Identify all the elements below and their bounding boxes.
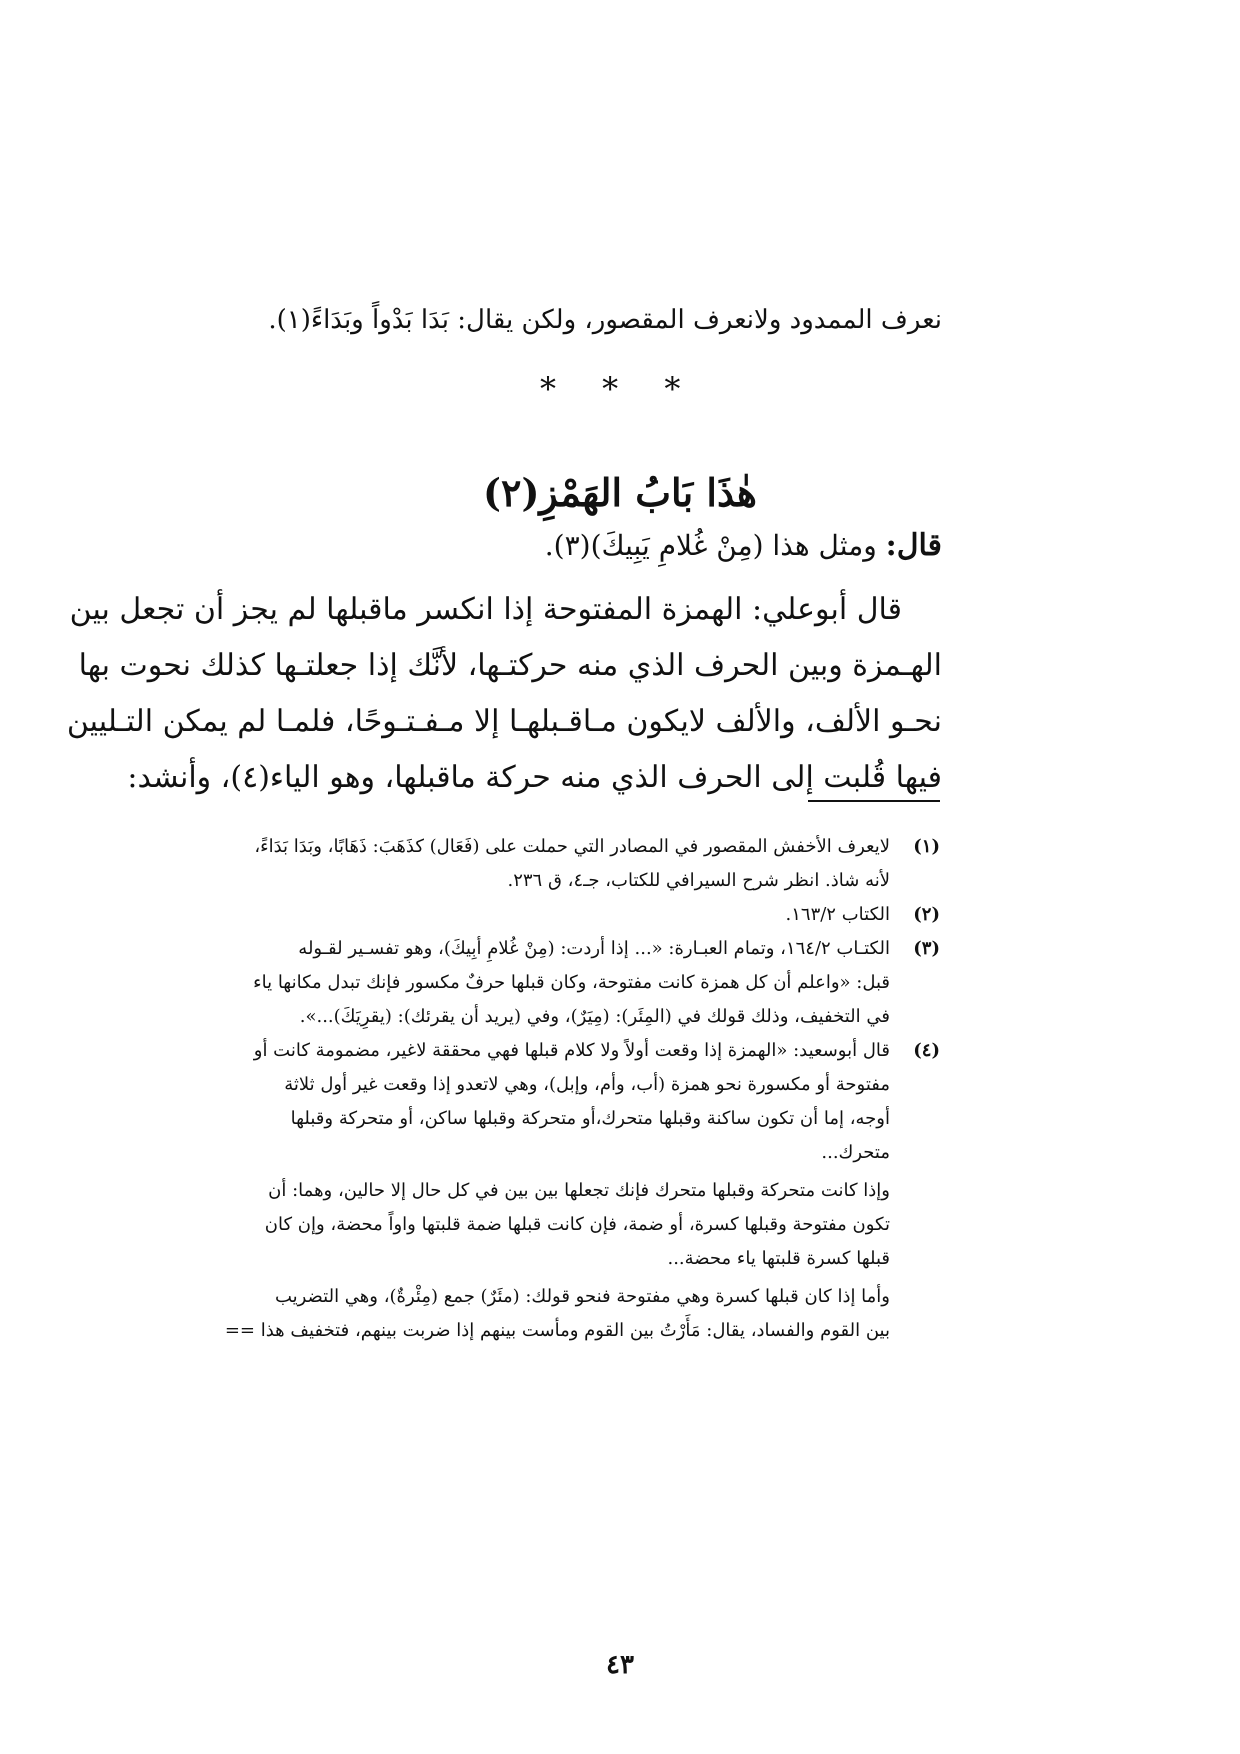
footnote-line: لايعرف الأخفش المقصور في المصادر التي حملت على (فَعَال) كذَهَبَ: ذَهَابًا، وبَدَا بَدَاءً،	[254, 836, 890, 857]
footnote-line: الكتاب ١٦٣/٢.	[785, 904, 890, 925]
footnote-line: تكون مفتوحة وقبلها كسرة، أو ضمة، فإن كانت قبلها ضمة قلبتها واواً محضة، وإن كان	[264, 1214, 890, 1235]
footnote-line: مفتوحة أو مكسورة نحو همزة (أب، وأم، وإبل)، وهي لاتعدو إذا وقعت غير أول ثلاثة	[284, 1074, 890, 1095]
qala-text: ومثل هذا (مِنْ غُلامِ يَبِيكَ)(٣).	[544, 529, 877, 562]
footnote-continuation	[224, 1280, 940, 1348]
footnote-number: (١)	[913, 836, 940, 857]
footnote-line: وأما إذا كان قبلها كسرة وهي مفتوحة فنحو قولك: (مئَرٌ) جمع (مِئْرةٌ)، وهي التضريب	[274, 1286, 890, 1307]
main-line: نحـو الألف، والألف لايكون مـاقـبلهـا إلا مـفـتـوحًا، فلمـا لم يمكن التـليين	[66, 704, 942, 739]
footnote-line: الكتـاب ١٦٤/٢، وتمام العبـارة: «... إذا أردت: (مِنْ غُلامِ أبِيكَ)، وهو تفسـير لقـوله	[298, 938, 890, 959]
footnote-number: (٣)	[913, 938, 940, 959]
footnote-3	[253, 932, 940, 1034]
qala-line	[302, 524, 942, 568]
chapter-title: هٰذَا بَابُ الهَمْزِ(٢)	[483, 470, 757, 515]
footnote-body	[253, 932, 890, 1034]
footnote-2	[280, 898, 940, 932]
footnote-separator	[808, 800, 940, 802]
main-line: الهـمزة وبين الحرف الذي منه حركتـها، لأنَّك إذا جعلتـها كذلك نحوت بها	[78, 648, 942, 683]
qala-lead: قال:	[885, 528, 942, 563]
footnote-body	[254, 1034, 890, 1170]
footnote-number: (٤)	[913, 1040, 940, 1061]
footnote-line: متحرك...	[821, 1142, 890, 1163]
footnote-line: قال أبوسعيد: «الهمزة إذا وقعت أولاً ولا كلام قبلها فهي محققة لاغير، مضمومة كانت أو	[253, 1040, 890, 1061]
footnote-4	[253, 1034, 940, 1170]
footnote-line: لأنه شاذ. انظر شرح السيرافي للكتاب، جـ٤، ق ٢٣٦.	[507, 870, 890, 891]
footnote-1	[254, 830, 940, 898]
footnote-line: وإذا كانت متحركة وقبلها متحرك فإنك تجعلها بين بين في كل حال إلا حالين، وهما: أن	[268, 1180, 890, 1201]
footnote-line: أوجه، إما أن تكون ساكنة وقبلها متحرك،أو متحركة وقبلها ساكن، أو متحركة وقبلها	[290, 1108, 890, 1129]
footnote-line: قبلها كسرة قلبتها ياء محضة...	[667, 1248, 890, 1269]
page-number: ٤٣	[606, 1650, 634, 1680]
main-line: فيها قُلبت إلى الحرف الذي منه حركة ماقبلها، وهو الياء(٤)، وأنشد:	[127, 760, 942, 795]
footnote-body	[280, 898, 890, 932]
footnote-line: بين القوم والفساد، يقال: مَأَرْتُ بين القوم ومأست بينهم إذا ضربت بينهم، فتخفيف هذا ==	[224, 1320, 890, 1341]
footnote-continuation	[264, 1174, 940, 1276]
footnote-line: في التخفيف، وذلك قولك في (المِئَر): (مِيَرٌ)، وفي (يريد أن يقرئك): (يقرِيَكَ)...».	[299, 1006, 890, 1027]
main-line: قال أبوعلي: الهمزة المفتوحة إذا انكسر ماقبلها لم يجز أن تجعل بين	[69, 592, 902, 627]
main-paragraph	[66, 582, 942, 806]
footnotes	[224, 830, 940, 1348]
continued-text-line: نعرف الممدود ولانعرف المقصور، ولكن يقال: بَدَا بَدْواً وبَدَاءً(١).	[268, 305, 942, 335]
footnote-body	[254, 830, 890, 898]
footnote-line: قبل: «واعلم أن كل همزة كانت مفتوحة، وكان قبلها حرفٌ مكسور فإنك تبدل مكانها ياء	[253, 972, 890, 993]
footnote-number: (٢)	[913, 904, 940, 925]
section-separator: * * *	[540, 370, 699, 408]
